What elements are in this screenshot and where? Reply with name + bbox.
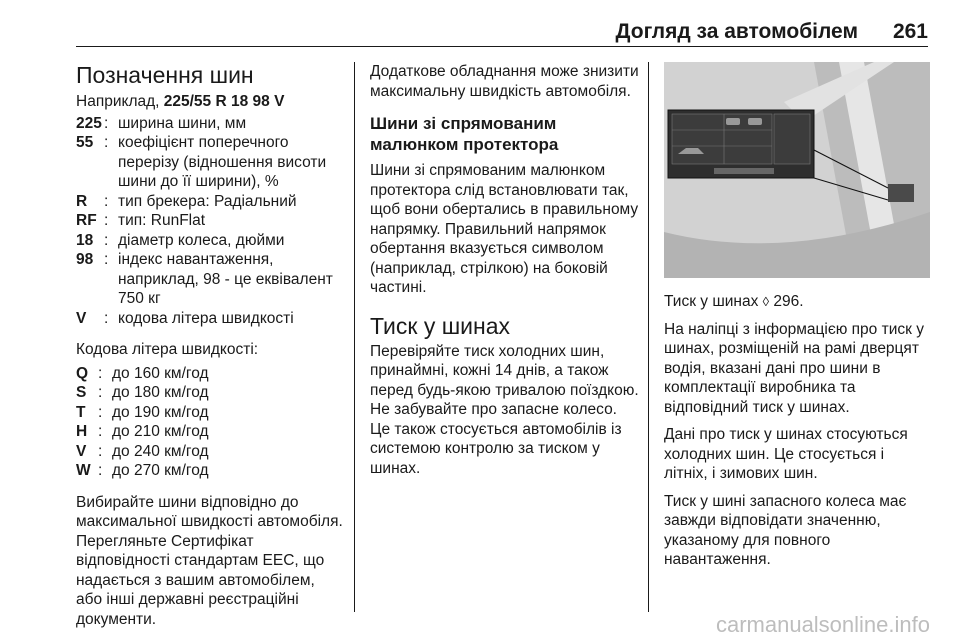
speed-key: S bbox=[76, 384, 87, 401]
column-1 bbox=[76, 62, 344, 637]
header-title: Догляд за автомобілем bbox=[615, 20, 858, 43]
definition-row: 225 : ширина шини, мм bbox=[76, 114, 344, 134]
speed-row: S : до 180 км/год bbox=[76, 383, 344, 403]
speed-value: до 180 км/год bbox=[112, 384, 209, 401]
column-divider-1 bbox=[354, 62, 355, 612]
page-ref-icon: ◊ bbox=[762, 294, 770, 309]
def-value: тип брекера: Радіальний bbox=[118, 192, 297, 210]
speed-intro: Кодова літера швидкості: bbox=[76, 341, 259, 358]
column-divider-2 bbox=[648, 62, 649, 612]
door-frame-illustration bbox=[664, 62, 930, 278]
definition-row: 55 : коефіцієнт поперечного перерізу (відношення висоти шини до її ширини), % bbox=[76, 133, 344, 192]
speed-row: T : до 190 км/год bbox=[76, 403, 344, 423]
def-key: V bbox=[76, 309, 87, 327]
speed-value: до 210 км/год bbox=[112, 423, 209, 440]
cross-reference bbox=[664, 292, 932, 312]
def-value: індекс навантаження, наприклад, 98 - це еквівалент 750 кг bbox=[118, 251, 333, 307]
speed-row: V : до 240 км/год bbox=[76, 442, 344, 462]
speed-value: до 240 км/год bbox=[112, 442, 209, 460]
speed-code-list bbox=[76, 364, 344, 481]
def-key: RF bbox=[76, 212, 97, 229]
speed-row: W : до 270 км/год bbox=[76, 461, 344, 481]
example-value: 225/55 R 18 98 V bbox=[163, 93, 285, 110]
speed-key: V bbox=[76, 442, 87, 460]
definition-row: R : тип брекера: Радіальний bbox=[76, 192, 344, 212]
speed-value: до 270 км/год bbox=[112, 462, 209, 479]
column-2 bbox=[370, 62, 640, 486]
def-value: діаметр колеса, дюйми bbox=[118, 231, 285, 249]
speed-key: H bbox=[76, 423, 88, 440]
example-line bbox=[76, 92, 344, 112]
speed-row: Q : до 160 км/год bbox=[76, 364, 344, 384]
def-key: 18 bbox=[76, 231, 94, 249]
label-info-paragraph: На наліпці з інформацією про тиск у шинах, розміщеній на рамі дверцят водія, вказані дані про шини в комплектації виробника та відповідний тиск у шинах. bbox=[664, 320, 924, 416]
tyre-pressure-label-illustration bbox=[664, 62, 930, 278]
page-number: 261 bbox=[892, 20, 928, 43]
def-value: тип: RunFlat bbox=[118, 212, 206, 229]
speed-value: до 190 км/год bbox=[112, 403, 209, 421]
watermark: carmanualsonline.info bbox=[715, 612, 930, 637]
example-prefix: Наприклад, bbox=[76, 93, 164, 110]
speed-key: T bbox=[76, 403, 86, 421]
speed-row: H : до 210 км/год bbox=[76, 422, 344, 442]
def-key: R bbox=[76, 192, 88, 210]
def-key: 55 bbox=[76, 134, 94, 151]
ref-text: Тиск у шинах bbox=[664, 293, 763, 310]
definition-row: V : кодова літера швидкості bbox=[76, 309, 344, 329]
def-value: ширина шини, мм bbox=[118, 114, 247, 132]
section-title-directional-tyres: Шини зі спрямованим малюнком протектора bbox=[370, 114, 559, 154]
section-title-tyre-designation: Позначення шин bbox=[76, 62, 254, 88]
pressure-paragraph: Перевіряйте тиск холодних шин, принаймні, кожні 14 днів, а також перед будь-якою тривалою поїздкою. Не забувайте про запасне колесо. Це також стосується автомобілів із системою контролю за тиском у шинах. bbox=[370, 342, 639, 477]
intro-paragraph: Додаткове обладнання може знизити максимальну швидкість автомобіля. bbox=[370, 63, 639, 100]
tyre-code-list bbox=[76, 114, 344, 329]
definition-row: RF : тип: RunFlat bbox=[76, 211, 344, 231]
def-key: 225 bbox=[76, 114, 102, 132]
def-value: коефіцієнт поперечного перерізу (відношення висоти шини до її ширини), % bbox=[118, 134, 327, 190]
closing-paragraph: Вибирайте шини відповідно до максимальної швидкості автомобіля. Перегляньте Сертифікат відповідності стандартам ЕЕС, що надається з вашим автомобілем, або інші державні реєстраційні документи. bbox=[76, 493, 343, 628]
ref-page[interactable]: 296. bbox=[769, 293, 804, 310]
def-value: кодова літера швидкості bbox=[118, 309, 294, 327]
spare-wheel-paragraph: Тиск у шині запасного колеса має завжди відповідати значенню, указаному для повного навантаження. bbox=[664, 492, 907, 568]
section-title-tyre-pressure: Тиск у шинах bbox=[370, 312, 511, 339]
cold-tyres-paragraph: Дані про тиск у шинах стосуються холодних шин. Це стосується і літніх, і зимових шин. bbox=[664, 426, 908, 482]
speed-key: Q bbox=[76, 364, 89, 382]
column-3 bbox=[664, 292, 932, 578]
directional-paragraph: Шини зі спрямованим малюнком протектора слід встановлювати так, щоб вони обертались в правильному напрямку. Правильний напрямок обертання вказується символом (наприклад, стрілкою) на боковій частині. bbox=[370, 162, 639, 296]
definition-row: 18 : діаметр колеса, дюйми bbox=[76, 231, 344, 251]
page-header bbox=[76, 0, 928, 47]
def-key: 98 bbox=[76, 251, 94, 268]
definition-row: 98 : індекс навантаження, наприклад, 98 - це еквівалент 750 кг bbox=[76, 250, 344, 309]
speed-value: до 160 км/год bbox=[112, 364, 209, 382]
speed-key: W bbox=[76, 462, 91, 479]
